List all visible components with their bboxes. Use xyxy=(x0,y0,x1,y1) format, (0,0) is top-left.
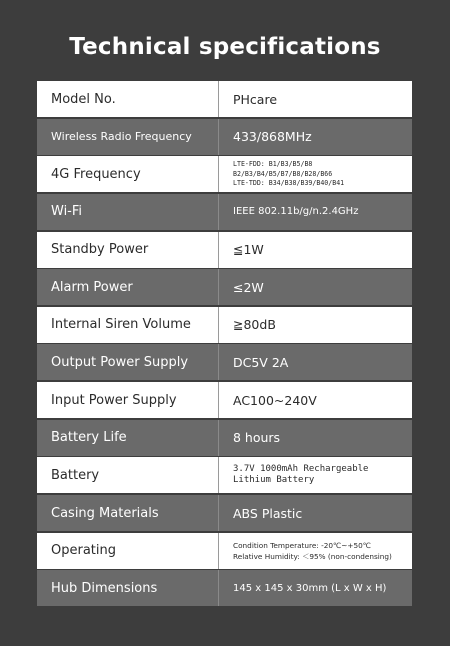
spec-value-line: Lithium Battery xyxy=(233,475,315,486)
spec-value xyxy=(219,382,412,418)
spec-label: 4G Frequency xyxy=(51,166,141,182)
spec-label: Hub Dimensions xyxy=(51,580,158,596)
spec-label: Operating xyxy=(51,543,116,559)
spec-row-battery-life xyxy=(37,420,412,456)
spec-value xyxy=(219,495,412,531)
spec-value-text: DC5V 2A xyxy=(233,354,289,370)
spec-value-text: AC100~240V xyxy=(233,392,317,408)
spec-value-line: LTE-TDD: B34/B38/B39/B40/B41 xyxy=(233,179,345,188)
spec-label: Battery xyxy=(51,467,100,483)
spec-row-4g-frequency xyxy=(37,156,412,192)
spec-value xyxy=(219,533,412,569)
spec-row-alarm-power xyxy=(37,269,412,305)
spec-label: Standby Power xyxy=(51,242,149,258)
spec-value-text: ABS Plastic xyxy=(233,505,303,521)
spec-value xyxy=(219,344,412,380)
spec-value-text: 145 x 145 x 30mm (L x W x H) xyxy=(233,582,387,594)
spec-row-standby-power xyxy=(37,232,412,268)
spec-label: Wi-Fi xyxy=(51,204,83,220)
spec-label: Alarm Power xyxy=(51,279,133,295)
spec-value-text: 433/868MHz xyxy=(233,129,312,145)
spec-row-input-power xyxy=(37,382,412,418)
spec-row-hub-dimensions xyxy=(37,570,412,606)
spec-value-text: 8 hours xyxy=(233,430,281,446)
spec-label: Model No. xyxy=(51,91,116,107)
spec-value xyxy=(219,81,412,117)
spec-label: Wireless Radio Frequency xyxy=(51,130,192,144)
spec-row-siren-volume xyxy=(37,307,412,343)
spec-value xyxy=(219,420,412,456)
spec-row-model xyxy=(37,81,412,117)
page-title: Technical specifications xyxy=(69,34,381,60)
spec-value xyxy=(219,457,412,493)
spec-value xyxy=(219,307,412,343)
spec-value xyxy=(219,269,412,305)
spec-row-wireless-frequency xyxy=(37,119,412,155)
spec-row-wifi xyxy=(37,194,412,230)
spec-value xyxy=(219,156,412,192)
spec-label: Casing Materials xyxy=(51,505,159,521)
spec-label: Input Power Supply xyxy=(51,392,177,408)
spec-value xyxy=(219,570,412,606)
spec-value-text: PHcare xyxy=(233,91,278,107)
spec-value xyxy=(219,194,412,230)
spec-value-line: 3.7V 1000mAh Rechargeable xyxy=(233,464,369,475)
spec-value xyxy=(219,232,412,268)
spec-row-casing xyxy=(37,495,412,531)
spec-value-line: Relative Humidity: ＜95% (non-condensing) xyxy=(233,551,392,561)
spec-value-text: ≦1W xyxy=(233,242,264,258)
spec-row-output-power xyxy=(37,344,412,380)
spec-value xyxy=(219,119,412,155)
spec-value-text: IEEE 802.11b/g/n.2.4GHz xyxy=(233,206,359,218)
spec-label: Battery Life xyxy=(51,430,127,446)
spec-row-battery xyxy=(37,457,412,493)
spec-label: Internal Siren Volume xyxy=(51,317,191,333)
spec-value-text: ≧80dB xyxy=(233,317,276,333)
spec-value-line: B2/B3/B4/B5/B7/B8/B28/B66 xyxy=(233,169,333,178)
spec-table xyxy=(37,81,412,608)
spec-value-text: ≤2W xyxy=(233,279,264,295)
spec-label: Output Power Supply xyxy=(51,354,189,370)
spec-value-line: LTE-FDD: B1/B3/B5/B8 xyxy=(233,160,313,169)
spec-row-operating xyxy=(37,533,412,569)
spec-value-line: Condition Temperature: -20℃~+50℃ xyxy=(233,540,371,550)
